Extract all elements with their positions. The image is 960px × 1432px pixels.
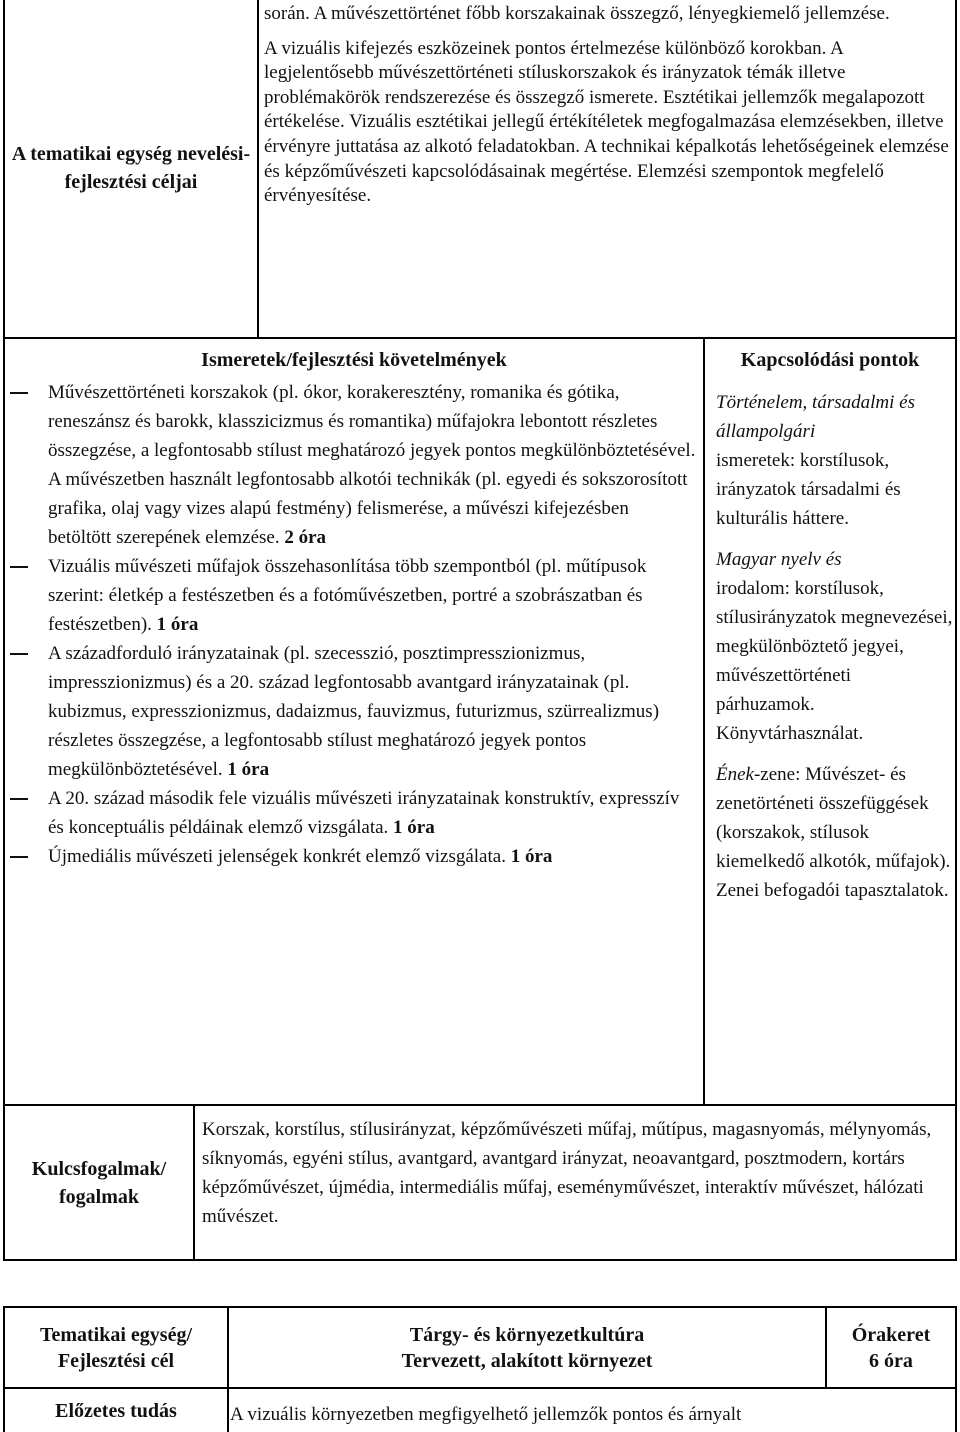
hours-badge: 1 óra [156,614,199,635]
connections-header: Kapcsolódási pontok [740,349,920,371]
dash-bullet-icon [10,798,28,800]
requirement-item: Vizuális művészeti műfajok összehasonlítása több szempontból (pl. műtípusok szerint: életkép a festészetben és a fotóművészetben, portré a szobrászatban és festészetben). 1 óra [8,552,696,639]
prior-knowledge-label: Előzetes tudás [55,1400,177,1422]
hours-badge: 1 óra [393,817,435,838]
connection-literature: Magyar nyelv és irodalom: korstílusok, stílusirányzatok megnevezései, megkülönböztető jegyei, művészettörténeti párhuzamok. Könyvtárhasználat. [716,549,953,744]
connection-history: Történelem, társadalmi és állampolgári ismeretek: korstílusok, irányzatok társadalmi és kulturális háttere. [716,392,915,529]
dash-bullet-icon [10,856,28,858]
connections-text [716,388,954,905]
requirement-item: A 20. század második fele vizuális művészeti irányzatainak konstruktív, expresszív és konceptuális példáinak elemző vizsgálata. 1 óra [8,784,696,842]
dash-bullet-icon [10,653,28,655]
dash-bullet-icon [10,392,28,394]
goals-text [264,2,954,209]
hours-badge: 1 óra [227,759,270,780]
goals-paragraph-2: A vizuális kifejezés eszközeinek pontos értelmezése különböző korokban. A legjelentősebb művészettörténeti stíluskorszakok és irányzatok témák illetve problémakörök rendszerezése és összegző ismerete. Esztétikai jellemzők megalapozott értékelése. Vizuális esztétikai jellegű értékítéletek megfogalmazása elemzésekben, illetve érvényre juttatása az alkotó feladatokban. A technikai képalkotás lehetőségeinek elemzése és képzőművészeti kapcsolódásainak megértése. Elemzési szempontok megfelelő érvényesítése. [264,37,949,207]
hours-frame: Órakeret 6 óra [851,1323,931,1372]
dash-bullet-icon [10,566,28,568]
requirement-item: A századforduló irányzatainak (pl. szecesszió, posztimpresszionizmus, impresszionizmus) és a 20. század legfontosabb avantgard irányzatainak (pl. kubizmus, expresszionizmus, dadaizmus, fauvizmus, futurizmus, szürrealizmus) részletes összegzése, a legfontosabb stílust meghatározó jegyek pontos megkülönböztetésével. 1 óra [8,639,696,784]
connection-music: Ének-zene: Művészet- és zenetörténeti összefüggések (korszakok, stílusok kiemelkedő alkotók, műfajok). Zenei befogadói tapasztalatok. [716,764,951,901]
requirement-item: Újmediális művészeti jelenségek konkrét elemző vizsgálata. 1 óra [8,842,696,871]
requirements-list [8,378,696,871]
prior-knowledge-text: A vizuális környezetben megfigyelhető jellemzők pontos és árnyalt [230,1404,742,1425]
unit-title: Tárgy- és környezetkultúra Tervezett, alakított környezet [401,1323,653,1372]
requirement-item: Művészettörténeti korszakok (pl. ókor, korakeresztény, romanika és gótika, reneszánsz és barokk, klasszicizmus és romantika) műfajokra lebontott részletes összegzése, a legfontosabb stílust meghatározó jegyek pontos megkülönböztetésével. A művészetben használt legfontosabb alkotói technikák (pl. egyedi és sokszorosított grafika, olaj vagy vizes alapú festmény) felismerése, a művészi kifejezésben betöltött szerepének elemzése. 2 óra [8,378,696,552]
unit-label: Tematikai egység/ Fejlesztési cél [39,1323,193,1372]
key-concepts-text: Korszak, korstílus, stílusirányzat, képzőművészeti műfaj, műtípus, magasnyomás, mélynyomás, síknyomás, egyéni stílus, avantgard, avantgard irányzat, neoavantgard, posztmodern, kortárs képzőművészet, újmédia, intermediális műfaj, eseményművészet, interaktív művészet, hálózati művészet. [202,1119,932,1227]
goals-paragraph-1: során. A művészettörténet főbb korszakainak összegző, lényegkiemelő jellemzése. [264,3,890,24]
key-concepts-label: Kulcsfogalmak/ fogalmak [31,1158,167,1208]
goals-label: A tematikai egység nevelési-fejlesztési céljai [11,143,251,193]
hours-badge: 1 óra [510,846,553,867]
requirements-header: Ismeretek/fejlesztési követelmények [201,349,507,371]
hours-badge: 2 óra [284,527,327,548]
